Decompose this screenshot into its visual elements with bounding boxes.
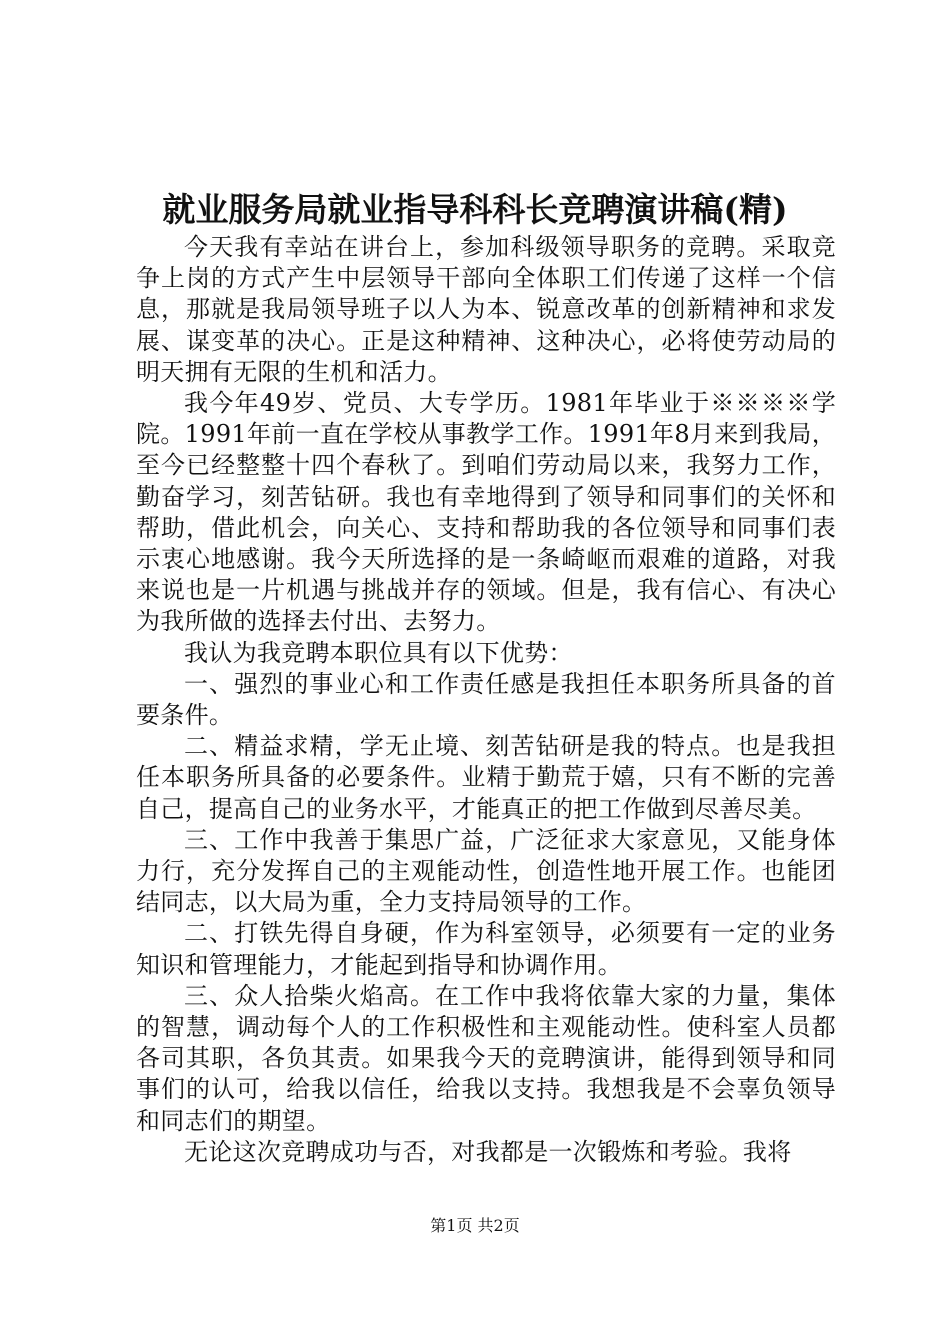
paragraph: 无论这次竞聘成功与否，对我都是一次锻炼和考验。我将 <box>184 1137 792 1166</box>
paragraph: 二、打铁先得自身硬，作为科室领导，必须要有一定的业务知识和管理能力，才能起到指导和协调作用。 <box>136 919 836 979</box>
paragraph: 二、精益求精，学无止境、刻苦钻研是我的特点。也是我担任本职务所具备的必要条件。业精于勤荒于嬉，只有不断的完善自己，提高自己的业务水平，才能真正的把工作做到尽善尽美。 <box>136 732 836 823</box>
page-number-footer: 第1页 共2页 <box>430 1216 520 1235</box>
paragraph: 我认为我竞聘本职位具有以下优势： <box>184 638 573 667</box>
paragraph: 三、工作中我善于集思广益，广泛征求大家意见，又能身体力行，充分发挥自己的主观能动性，创造性地开展工作。也能团结同志，以大局为重，全力支持局领导的工作。 <box>136 825 836 917</box>
paragraph: 今天我有幸站在讲台上，参加科级领导职务的竞聘。采取竞争上岗的方式产生中层领导干部向全体职工们传递了这样一个信息，那就是我局领导班子以人为本、锐意改革的创新精神和求发展、谋变革的决心。正是这种精神、这种决心，必将使劳动局的明天拥有无限的生机和活力。 <box>136 233 836 386</box>
document-title: 就业服务局就业指导科科长竞聘演讲稿(精) <box>162 190 788 229</box>
document-body <box>136 232 836 1168</box>
paragraph: 我今年49岁、党员、大专学历。1981年毕业于※※※※学院。1991年前一直在学校从事教学工作。1991年8月来到我局，至今已经整整十四个春秋了。到咱们劳动局以来，我努力工作，勤奋学习，刻苦钻研。我也有幸地得到了领导和同事们的关怀和帮助，借此机会，向关心、支持和帮助我的各位领导和同事们表示衷心地感谢。我今天所选择的是一条崎岖而艰难的道路，对我来说也是一片机遇与挑战并存的领域。但是，我有信心、有决心为我所做的选择去付出、去努力。 <box>136 389 836 636</box>
paragraph: 一、强烈的事业心和工作责任感是我担任本职务所具备的首要条件。 <box>136 669 836 730</box>
paragraph: 三、众人拾柴火焰高。在工作中我将依靠大家的力量，集体的智慧，调动每个人的工作积极性和主观能动性。使科室人员都各司其职，各负其责。如果我今天的竞聘演讲，能得到领导和同事们的认可，给我以信任，给我以支持。我想我是不会辜负领导和同志们的期望。 <box>136 981 836 1135</box>
